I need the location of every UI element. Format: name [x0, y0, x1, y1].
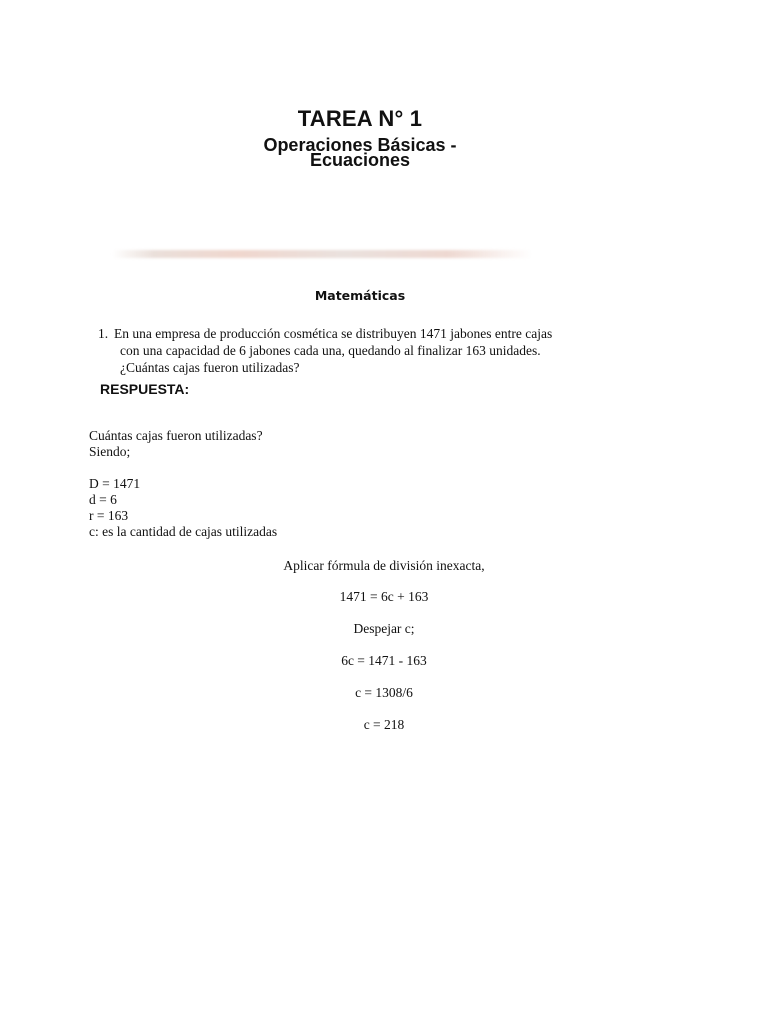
- problem-text-line: En una empresa de producción cosmética se distribuyen 1471 jabones entre cajas: [114, 326, 553, 341]
- document-subtitle: Operaciones Básicas - Ecuaciones: [263, 135, 457, 170]
- definition-line: d = 6: [89, 492, 117, 507]
- solution-result: c = 218: [363, 717, 405, 732]
- problem-text-line: con una capacidad de 6 jabones cada una, quedando al finalizar 163 unidades.: [120, 343, 541, 358]
- solution-equation: 1471 = 6c + 163: [339, 589, 429, 604]
- solution-step: Despejar c;: [353, 621, 415, 636]
- solution-equation: 6c = 1471 - 163: [341, 653, 427, 668]
- subject-heading: Matemáticas: [314, 288, 406, 303]
- solution-equation: c = 1308/6: [355, 685, 413, 700]
- decorative-divider: [112, 250, 532, 258]
- solution-step: Aplicar fórmula de división inexacta,: [283, 558, 485, 573]
- answer-intro-line: Cuántas cajas fueron utilizadas?: [89, 428, 263, 443]
- problem-number: 1.: [98, 326, 109, 341]
- problem-question: ¿Cuántas cajas fueron utilizadas?: [120, 360, 300, 375]
- answer-label: RESPUESTA:: [100, 381, 190, 397]
- document-title: TAREA N° 1: [297, 106, 423, 131]
- answer-intro-line: Siendo;: [89, 444, 131, 459]
- definition-line: r = 163: [89, 508, 129, 523]
- definition-line: c: es la cantidad de cajas utilizadas: [89, 524, 278, 539]
- definition-line: D = 1471: [89, 476, 141, 491]
